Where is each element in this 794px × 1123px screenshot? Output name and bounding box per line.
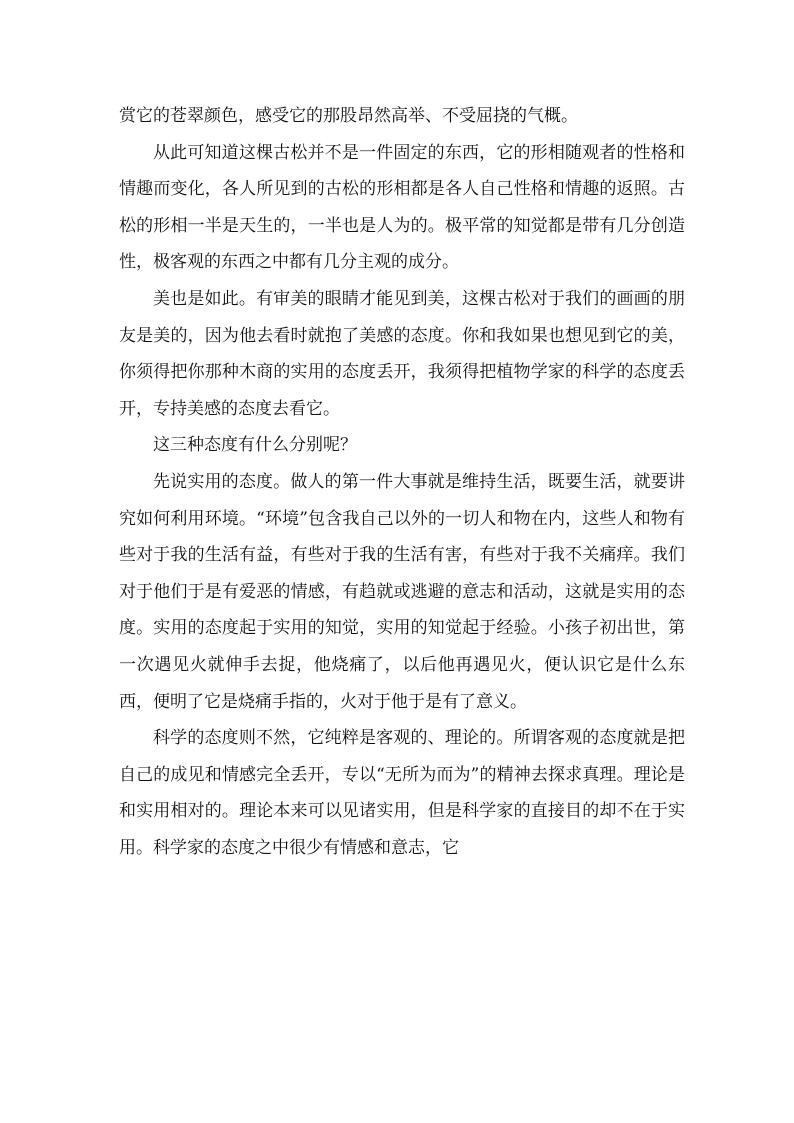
paragraph-6: 科学的态度则不然，它纯粹是客观的、理论的。所谓客观的态度就是把自己的成见和情感完全丢开，专以“无所为而为”的精神去探求真理。理论是和实用相对的。理论本来可以见诸实用，但是科学家的直接目的却不在于实用。科学家的态度之中很少有情感和意志，它 (119, 728, 685, 858)
body-text (119, 98, 685, 866)
paragraph-3: 美也是如此。有审美的眼睛才能见到美，这棵古松对于我们的画画的朋友是美的，因为他去看时就抱了美感的态度。你和我如果也想见到它的美，你须得把你那种木商的实用的态度丢开，我须得把植物学家的科学的态度丢开，专持美感的态度去看它。 (119, 288, 685, 419)
paragraph-2: 从此可知道这棵古松并不是一件固定的东西，它的形相随观者的性格和情趣而变化，各人所见到的古松的形相都是各人自己性格和情趣的返照。古松的形相一半是天生的，一半也是人为的。极平常的知觉都是带有几分创造性，极客观的东西之中都有几分主观的成分。 (119, 142, 685, 273)
paragraph-4: 这三种态度有什么分别呢？ (153, 435, 357, 456)
paragraph-5: 先说实用的态度。做人的第一件大事就是维持生活，既要生活，就要讲究如何利用环境。“环境”包含我自己以外的一切人和物在内，这些人和物有些对于我的生活有益，有些对于我的生活有害，有些对于我不关痛痒。我们对于他们于是有爱恶的情感，有趋就或逃避的意志和活动，这就是实用的态度。实用的态度起于实用的知觉，实用的知觉起于经验。小孩子初出世，第一次遇见火就伸手去捉，他烧痛了，以后他再遇见火，便认识它是什么东西，便明了它是烧痛手指的，火对于他于是有了意义。 (119, 471, 685, 712)
paragraph-1: 赏它的苍翠颜色，感受它的那股昂然高举、不受屈挠的气概。 (119, 106, 578, 126)
